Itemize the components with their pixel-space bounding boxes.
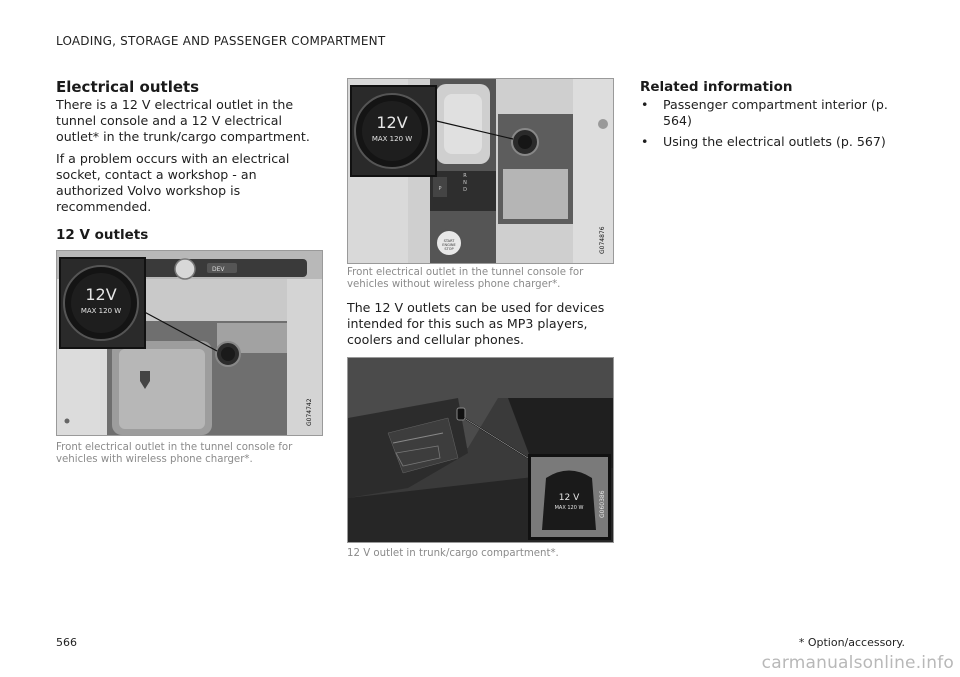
intro-paragraph-2: If a problem occurs with an electrical socket, contact a workshop - an authorized Volvo workshop is recommended. [56, 151, 290, 214]
footnote: * Option/accessory. [798, 636, 905, 649]
figure-trunk-outlet [347, 357, 614, 543]
svg-text:N: N [463, 180, 467, 186]
intro-paragraph-1: There is a 12 V electrical outlet in the tunnel console and a 12 V electrical outlet* in the trunk/cargo compartment. [56, 97, 310, 144]
svg-text:G060386: G060386 [599, 490, 606, 518]
trunk-illustration [348, 358, 613, 542]
related-link-label: Passenger compartment interior (p. 564) [663, 97, 888, 128]
column-right [640, 78, 920, 155]
svg-text:MAX 120 W: MAX 120 W [371, 135, 413, 143]
figure-3-caption: 12 V outlet in trunk/cargo compartment*. [347, 548, 559, 559]
body-paragraph: The 12 V outlets can be used for devices intended for this such as MP3 players, coolers and cellular phones. [347, 300, 605, 347]
figure-1-caption: Front electrical outlet in the tunnel console for vehicles with wireless phone charger*. [56, 442, 293, 465]
svg-text:START: START [443, 239, 455, 243]
figure-tunnel-console-no-wireless [347, 78, 614, 264]
svg-text:D: D [463, 187, 467, 193]
svg-text:12V: 12V [85, 285, 117, 304]
svg-text:G074876: G074876 [599, 226, 606, 254]
column-left [56, 78, 324, 466]
svg-text:P: P [438, 186, 442, 192]
related-info-list [640, 97, 920, 150]
related-link-passenger-compartment[interactable] [640, 97, 920, 129]
svg-text:MAX 120 W: MAX 120 W [554, 505, 584, 511]
svg-text:12V: 12V [376, 113, 408, 132]
svg-text:STOP: STOP [444, 247, 454, 251]
related-link-using-outlets[interactable] [640, 134, 920, 150]
page-number: 566 [56, 636, 77, 649]
svg-text:ENGINE: ENGINE [442, 243, 456, 247]
bullet-icon: • [641, 97, 649, 112]
svg-text:12 V: 12 V [558, 493, 580, 503]
svg-text:G074742: G074742 [306, 398, 313, 426]
figure-tunnel-console-wireless [56, 250, 323, 436]
related-info-heading: Related information [640, 79, 793, 95]
console-illustration-1 [57, 251, 322, 435]
related-link-label: Using the electrical outlets (p. 567) [663, 134, 886, 149]
section-header: LOADING, STORAGE AND PASSENGER COMPARTMENT [56, 34, 386, 48]
console-illustration-2 [348, 79, 613, 263]
subheading-12v-outlets: 12 V outlets [56, 227, 149, 243]
watermark: carmanualsonline.info [761, 653, 954, 673]
svg-text:R: R [463, 173, 467, 179]
page-heading: Electrical outlets [56, 78, 200, 96]
bullet-icon: • [641, 134, 649, 149]
svg-text:DEV: DEV [212, 266, 225, 273]
column-middle [347, 78, 615, 560]
figure-2-caption: Front electrical outlet in the tunnel console for vehicles without wireless phone charger*. [347, 267, 584, 290]
svg-text:MAX 120 W: MAX 120 W [80, 307, 122, 315]
